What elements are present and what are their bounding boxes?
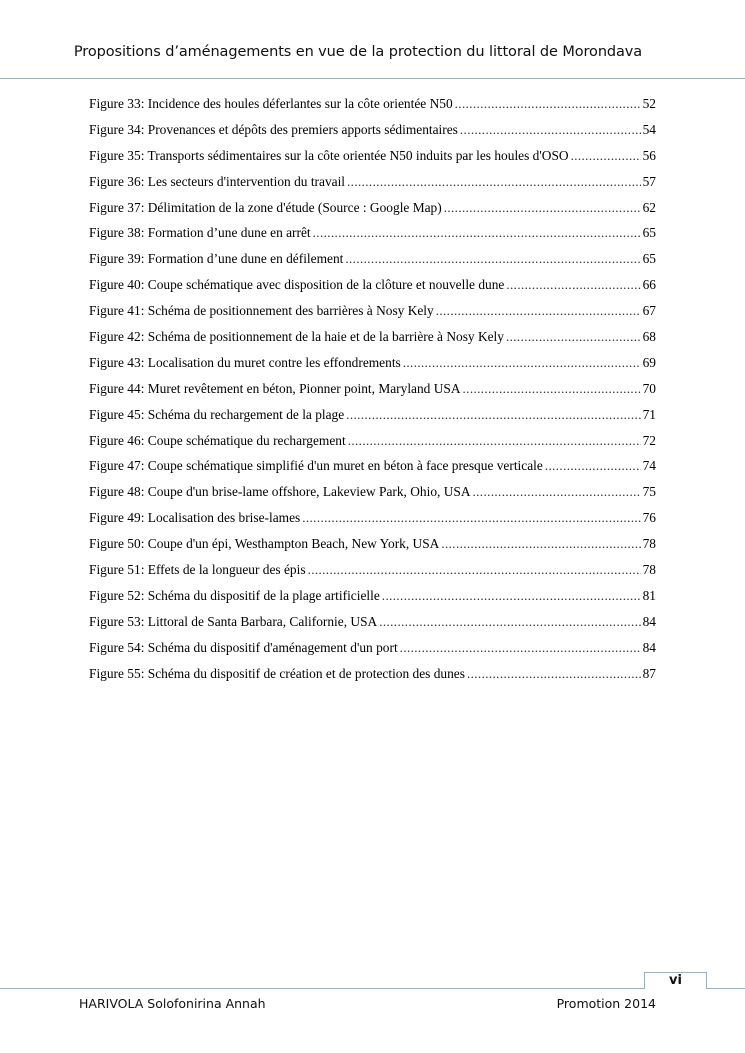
toc-entry[interactable] <box>89 587 656 613</box>
toc-entry[interactable] <box>89 665 656 691</box>
toc-entry-page: 78 <box>642 562 656 578</box>
toc-entry-page: 56 <box>642 147 656 163</box>
toc-dot-leader <box>460 121 641 139</box>
toc-entry[interactable] <box>89 250 656 276</box>
toc-entry-page: 76 <box>642 510 656 526</box>
toc-dot-leader <box>313 224 641 242</box>
toc-entry-label: Figure 49: Localisation des brise-lames <box>89 510 301 526</box>
footer-divider <box>0 988 745 989</box>
page-header-title: Propositions d’aménagements en vue de la protection du littoral de Morondava <box>73 44 643 60</box>
toc-dot-leader <box>506 276 640 294</box>
toc-entry-label: Figure 36: Les secteurs d'intervention du travail <box>89 173 346 189</box>
toc-dot-leader <box>345 250 640 268</box>
toc-entry[interactable] <box>89 173 656 199</box>
toc-entry-label: Figure 45: Schéma du rechargement de la plage <box>89 406 345 422</box>
toc-entry[interactable] <box>89 561 656 587</box>
toc-dot-leader <box>506 328 641 346</box>
toc-entry[interactable] <box>89 406 656 432</box>
toc-entry-label: Figure 42: Schéma de positionnement de la haie et de la barrière à Nosy Kely <box>89 329 504 345</box>
toc-dot-leader <box>455 95 641 113</box>
toc-entry[interactable] <box>89 147 656 173</box>
toc-dot-leader <box>571 147 641 165</box>
footer-promotion: Promotion 2014 <box>556 996 656 1011</box>
toc-entry[interactable] <box>89 95 656 121</box>
toc-entry-label: Figure 46: Coupe schématique du rechargement <box>89 432 346 448</box>
toc-entry-label: Figure 37: Délimitation de la zone d'étude (Source : Google Map) <box>89 199 442 215</box>
toc-entry-page: 84 <box>642 613 656 629</box>
toc-entry[interactable] <box>89 354 656 380</box>
toc-entry-label: Figure 53: Littoral de Santa Barbara, Californie, USA <box>89 613 378 629</box>
toc-entry-page: 67 <box>642 303 656 319</box>
footer-author: HARIVOLA Solofonirina Annah <box>79 996 266 1011</box>
toc-entry-label: Figure 39: Formation d’une dune en défilement <box>89 251 344 267</box>
toc-entry-label: Figure 34: Provenances et dépôts des premiers apports sédimentaires <box>89 121 458 137</box>
toc-dot-leader <box>347 173 641 191</box>
toc-entry[interactable] <box>89 224 656 250</box>
toc-entry-page: 71 <box>642 406 656 422</box>
toc-entry[interactable] <box>89 457 656 483</box>
toc-entry-label: Figure 33: Incidence des houles déferlantes sur la côte orientée N50 <box>89 96 453 111</box>
toc-dot-leader <box>444 199 641 217</box>
toc-dot-leader <box>308 561 641 579</box>
toc-entry-page: 72 <box>642 432 656 448</box>
toc-entry-label: Figure 51: Effets de la longueur des épis <box>89 562 306 578</box>
toc-entry[interactable] <box>89 483 656 509</box>
toc-entry[interactable] <box>89 432 656 458</box>
toc-entry-page: 75 <box>642 484 656 500</box>
toc-entry-label: Figure 38: Formation d’une dune en arrêt <box>89 225 311 241</box>
toc-entry-page: 74 <box>642 458 656 474</box>
toc-entry[interactable] <box>89 302 656 328</box>
list-of-figures <box>89 95 656 690</box>
toc-entry[interactable] <box>89 199 656 225</box>
toc-entry-page: 65 <box>642 251 656 267</box>
toc-entry-label: Figure 40: Coupe schématique avec disposition de la clôture et nouvelle dune <box>89 277 505 293</box>
toc-dot-leader <box>400 639 641 657</box>
toc-entry[interactable] <box>89 380 656 406</box>
toc-entry[interactable] <box>89 121 656 147</box>
toc-entry[interactable] <box>89 535 656 561</box>
toc-entry-page: 62 <box>642 199 656 215</box>
toc-entry-page: 87 <box>642 665 656 681</box>
toc-entry-label: Figure 41: Schéma de positionnement des barrières à Nosy Kely <box>89 303 434 319</box>
toc-entry-page: 54 <box>642 121 656 137</box>
toc-entry-label: Figure 35: Transports sédimentaires sur la côte orientée N50 induits par les houles d'OSO <box>89 147 569 163</box>
toc-dot-leader <box>379 613 640 631</box>
toc-entry[interactable] <box>89 328 656 354</box>
toc-dot-leader <box>302 509 640 527</box>
toc-entry-label: Figure 43: Localisation du muret contre les effondrements <box>89 354 401 370</box>
toc-dot-leader <box>436 302 641 320</box>
toc-entry-page: 65 <box>642 225 656 241</box>
toc-entry-label: Figure 47: Coupe schématique simplifié d'un muret en béton à face presque verticale <box>89 458 543 474</box>
header-divider <box>0 78 745 79</box>
toc-entry[interactable] <box>89 509 656 535</box>
toc-entry-page: 78 <box>642 536 656 552</box>
toc-entry-label: Figure 44: Muret revêtement en béton, Pionner point, Maryland USA <box>89 380 461 396</box>
toc-entry-page: 84 <box>642 639 656 655</box>
toc-dot-leader <box>403 354 641 372</box>
toc-entry[interactable] <box>89 276 656 302</box>
toc-entry-page: 66 <box>642 277 656 293</box>
toc-dot-leader <box>441 535 640 553</box>
toc-entry-label: Figure 52: Schéma du dispositif de la plage artificielle <box>89 587 380 603</box>
page-number: vi <box>644 972 707 989</box>
toc-dot-leader <box>463 380 641 398</box>
toc-entry-page: 68 <box>642 329 656 345</box>
toc-entry-page: 57 <box>642 173 656 189</box>
toc-dot-leader <box>348 432 641 450</box>
toc-entry[interactable] <box>89 639 656 665</box>
toc-dot-leader <box>346 406 640 424</box>
toc-entry-page: 52 <box>642 96 656 111</box>
toc-entry-page: 69 <box>642 354 656 370</box>
toc-entry-label: Figure 48: Coupe d'un brise-lame offshore, Lakeview Park, Ohio, USA <box>89 484 471 500</box>
toc-entry-label: Figure 50: Coupe d'un épi, Westhampton Beach, New York, USA <box>89 536 440 552</box>
toc-dot-leader <box>382 587 641 605</box>
toc-entry-page: 81 <box>642 587 656 603</box>
toc-dot-leader <box>545 457 641 475</box>
toc-entry-label: Figure 54: Schéma du dispositif d'aménagement d'un port <box>89 639 398 655</box>
toc-dot-leader <box>473 483 641 501</box>
toc-dot-leader <box>467 665 641 683</box>
toc-entry-page: 70 <box>642 380 656 396</box>
toc-entry[interactable] <box>89 613 656 639</box>
toc-entry-label: Figure 55: Schéma du dispositif de création et de protection des dunes <box>89 665 465 681</box>
